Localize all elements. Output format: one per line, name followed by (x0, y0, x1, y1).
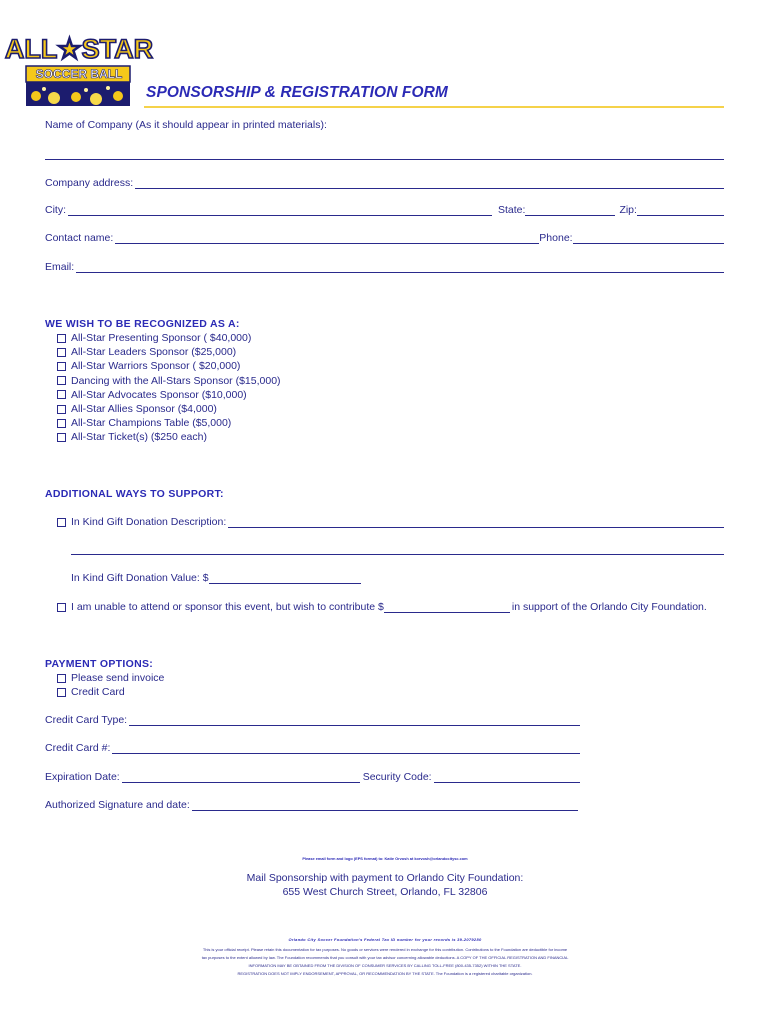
email-row (45, 261, 724, 273)
security-code-label: Security Code: (362, 771, 432, 783)
option-label: Please send invoice (71, 672, 165, 684)
contact-name-label: Contact name: (45, 232, 114, 244)
in-kind-description-label: In Kind Gift Donation Description: (71, 516, 227, 528)
title-divider (144, 106, 724, 108)
sponsor-option-tickets[interactable] (57, 430, 281, 444)
city-state-zip-row (45, 204, 724, 216)
mail-instruction: Mail Sponsorship with payment to Orlando City Foundation: (246, 872, 524, 884)
phone-label: Phone: (539, 232, 573, 244)
checkbox[interactable] (57, 348, 66, 357)
in-kind-checkbox[interactable] (57, 518, 66, 527)
checkbox[interactable] (57, 419, 66, 428)
option-label: All-Star Champions Table ($5,000) (71, 417, 232, 430)
zip-label: Zip: (619, 204, 637, 216)
security-code-field[interactable] (434, 772, 580, 783)
form-title: SPONSORSHIP & REGISTRATION FORM (146, 84, 448, 101)
contact-name-field[interactable] (115, 233, 539, 244)
expiration-security-row (45, 771, 580, 783)
option-label: All-Star Leaders Sponsor ($25,000) (71, 346, 237, 359)
state-label: State: (498, 204, 526, 216)
email-instruction: Please email form and logo (EPS format) to: Katie Orvosh at korvosh@orlandocitysc.com (302, 856, 468, 861)
option-label: Dancing with the All-Stars Sponsor ($15,000) (71, 374, 281, 387)
email-label: Email: (45, 261, 75, 273)
fine-print-line-4: REGISTRATION DOES NOT IMPLY ENDORSEMENT, APPROVAL, OR RECOMMENDATION BY THE STATE. The Foundation is a registered charitable organization. (237, 971, 533, 976)
option-label: All-Star Warriors Sponsor ( $20,000) (71, 360, 241, 373)
mailing-address: 655 West Church Street, Orlando, FL 32806 (282, 886, 488, 898)
signature-row (45, 799, 578, 811)
company-address-row (45, 177, 724, 189)
company-name-field[interactable] (45, 159, 724, 160)
contribute-row (57, 601, 724, 613)
state-field[interactable] (525, 205, 615, 216)
expiration-field[interactable] (122, 772, 360, 783)
company-address-label: Company address: (45, 177, 134, 189)
checkbox[interactable] (57, 362, 66, 371)
tax-id-notice: Orlando City Soccer Foundation's Federal Tax ID number for your records is 39-2079280 (288, 937, 482, 942)
sponsor-option-leaders[interactable] (57, 345, 281, 359)
payment-option-invoice[interactable] (57, 671, 164, 685)
company-address-field[interactable] (135, 178, 724, 189)
signature-field[interactable] (192, 800, 578, 811)
payment-options-heading: PAYMENT OPTIONS: (45, 658, 154, 670)
option-label: All-Star Advocates Sponsor ($10,000) (71, 388, 247, 401)
logo-line1: ALL★STAR (4, 34, 154, 64)
recognition-options (57, 331, 281, 445)
in-kind-description-row (57, 516, 724, 528)
city-label: City: (45, 204, 66, 216)
card-type-field[interactable] (129, 715, 580, 726)
checkbox[interactable] (57, 376, 66, 385)
checkbox[interactable] (57, 433, 66, 442)
option-label: All-Star Ticket(s) ($250 each) (71, 431, 207, 444)
sponsor-option-dancing[interactable] (57, 374, 281, 388)
checkbox[interactable] (57, 390, 66, 399)
in-kind-value-field[interactable] (209, 573, 361, 584)
card-type-label: Credit Card Type: (45, 714, 128, 726)
sponsor-option-advocates[interactable] (57, 388, 281, 402)
contribute-suffix: in support of the Orlando City Foundation. (511, 601, 707, 613)
sponsor-option-allies[interactable] (57, 402, 281, 416)
fine-print-line-2: tax purposes to the extent allowed by law. The Foundation recommends that you consult with your tax advisor concerning allowable deductions. A COPY OF THE OFFICIAL REGISTRATION AND FINANCIAL (201, 955, 569, 960)
phone-field[interactable] (573, 233, 724, 244)
in-kind-value-label: In Kind Gift Donation Value: $ (71, 572, 209, 584)
contact-phone-row (45, 232, 724, 244)
contribute-prefix: I am unable to attend or sponsor this event, but wish to contribute $ (71, 601, 384, 613)
additional-support-heading: ADDITIONAL WAYS TO SUPPORT: (45, 488, 224, 500)
card-number-label: Credit Card #: (45, 742, 111, 754)
option-label: All-Star Presenting Sponsor ( $40,000) (71, 332, 252, 344)
signature-label: Authorized Signature and date: (45, 799, 190, 811)
card-number-field[interactable] (112, 743, 580, 754)
card-number-row (45, 742, 580, 754)
company-name-label: Name of Company (As it should appear in printed materials): (45, 119, 327, 131)
email-field[interactable] (76, 262, 724, 273)
sponsor-option-presenting[interactable] (57, 331, 281, 345)
recognition-heading: WE WISH TO BE RECOGNIZED AS A: (45, 318, 240, 330)
fine-print-line-1: This is your official receipt. Please retain this documentation for tax purposes. No goods or services were rendered in exchange for this contribution. Contributions to the Foundation are deductible for income (202, 947, 568, 952)
contribute-checkbox[interactable] (57, 603, 66, 612)
fine-print-line-3: INFORMATION MAY BE OBTAINED FROM THE DIVISION OF CONSUMER SERVICES BY CALLING TOLL-FREE (800-435-7352) WITHIN THE STATE. (248, 963, 522, 968)
contribute-amount-field[interactable] (384, 602, 510, 613)
payment-options (57, 671, 164, 699)
city-field[interactable] (68, 205, 492, 216)
checkbox[interactable] (57, 674, 66, 683)
option-label: Credit Card (71, 686, 125, 699)
in-kind-description-field-line2[interactable] (71, 554, 724, 555)
sponsor-option-champions-table[interactable] (57, 416, 281, 430)
in-kind-description-field[interactable] (228, 517, 724, 528)
checkbox[interactable] (57, 405, 66, 414)
logo-line2: SOCCER BALL (35, 67, 123, 81)
expiration-label: Expiration Date: (45, 771, 120, 783)
all-star-soccer-ball-logo (4, 26, 154, 108)
checkbox[interactable] (57, 688, 66, 697)
zip-field[interactable] (637, 205, 724, 216)
payment-option-credit-card[interactable] (57, 685, 164, 699)
sponsor-option-warriors[interactable] (57, 359, 281, 373)
logo-graphic (4, 26, 154, 108)
card-type-row (45, 714, 580, 726)
checkbox[interactable] (57, 334, 66, 343)
option-label: All-Star Allies Sponsor ($4,000) (71, 402, 217, 415)
in-kind-value-row (71, 572, 361, 584)
